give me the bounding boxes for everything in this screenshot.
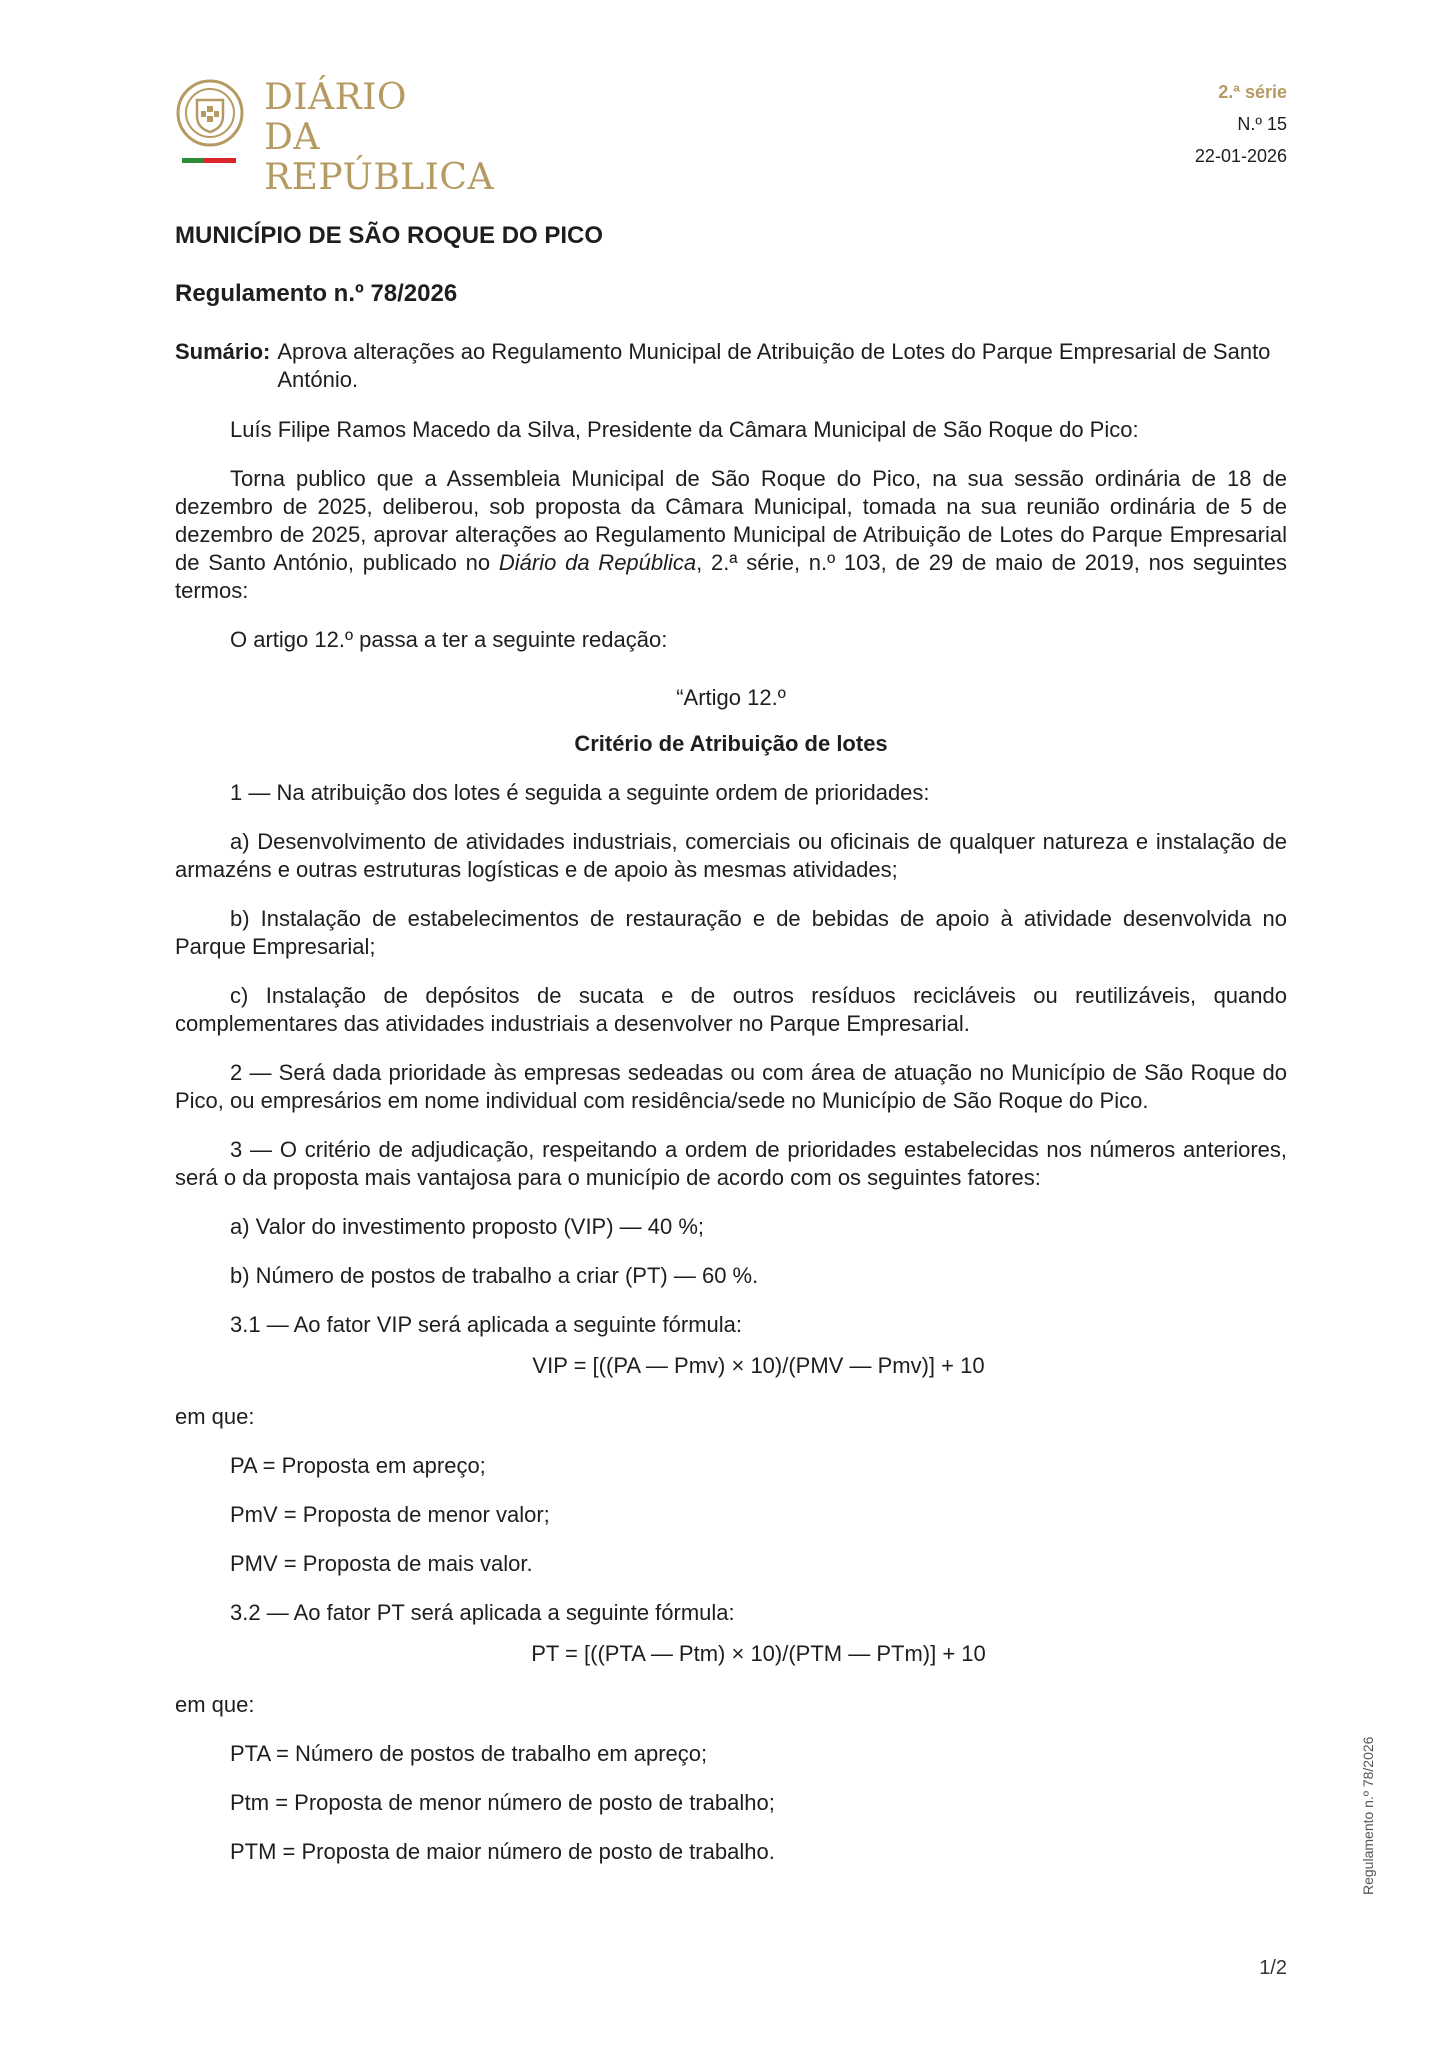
definition-pta: PTA = Número de postos de trabalho em apreço;: [230, 1741, 708, 1766]
item-3b: b) Número de postos de trabalho a criar (PT) — 60 %.: [230, 1263, 759, 1288]
definition-pa: PA = Proposta em apreço;: [230, 1453, 486, 1478]
logo-line-2: DA REPÚBLICA: [264, 117, 494, 198]
article-heading: Critério de Atribuição de lotes: [574, 731, 888, 756]
summary-text: Aprova alterações ao Regulamento Municipal de Atribuição de Lotes do Parque Empresarial de Santo António.: [277, 339, 1271, 392]
summary: [175, 338, 1287, 394]
issue-meta: [1195, 76, 1287, 172]
item-1b: b) Instalação de estabelecimentos de restauração e de bebidas de apoio à atividade desenvolvida no Parque Empresarial;: [175, 906, 1287, 959]
item-3a: a) Valor do investimento proposto (VIP) — 40 %;: [230, 1214, 705, 1239]
em-que-1: em que:: [175, 1404, 255, 1429]
p1-text-a: Torna publico que a Assembleia Municipal de São Roque do Pico, na sua sessão ordinária de 18 de dezembro de 2025, deliberou, sob proposta da Câmara Municipal, tomada na sua reunião ordinária de 5 de dezembro de 2025, aprovar alterações ao Regulamento Municipal de Atribuição de Lotes do Parque Empresarial de Santo António, publicado no: [175, 466, 1287, 575]
logo-line-1: DIÁRIO: [264, 77, 407, 118]
item-1c: c) Instalação de depósitos de sucata e de outros resíduos recicláveis ou reutilizáveis, quando complementares das atividades industriais a desenvolver no Parque Empresarial.: [175, 983, 1287, 1036]
diario-da-republica-logo: [175, 74, 555, 198]
intro-paragraph: Luís Filipe Ramos Macedo da Silva, Presidente da Câmara Municipal de São Roque do Pico:: [230, 417, 1139, 442]
flag-stripe: [182, 158, 236, 163]
formula-vip: VIP = [((PA — Pmv) × 10)/(PMV — Pmv)] + 10: [532, 1353, 985, 1378]
organization-title: MUNICÍPIO DE SÃO ROQUE DO PICO: [175, 222, 604, 249]
article-title: “Artigo 12.º: [676, 685, 786, 710]
definition-pmv-low: PmV = Proposta de menor valor;: [230, 1502, 550, 1527]
coat-of-arms-icon: [175, 78, 245, 148]
definition-ptm-high: PTM = Proposta de maior número de posto de trabalho.: [230, 1839, 775, 1864]
definition-pmv-high: PMV = Proposta de mais valor.: [230, 1551, 533, 1576]
item-1a: a) Desenvolvimento de atividades industriais, comerciais ou oficinais de qualquer natureza e instalação de armazéns e outras estruturas logísticas e de apoio às mesmas atividades;: [175, 829, 1287, 882]
regulation-number: Regulamento n.º 78/2026: [175, 280, 458, 307]
item-3-2: 3.2 — Ao fator PT será aplicada a seguinte fórmula:: [230, 1600, 735, 1625]
item-1: 1 — Na atribuição dos lotes é seguida a seguinte ordem de prioridades:: [230, 780, 930, 805]
issue-number: N.º 15: [1237, 114, 1287, 134]
definition-ptm-low: Ptm = Proposta de menor número de posto de trabalho;: [230, 1790, 775, 1815]
issue-date: 22-01-2026: [1194, 146, 1287, 166]
issue-series: 2.ª série: [1218, 82, 1287, 102]
em-que-2: em que:: [175, 1692, 255, 1717]
summary-label: Sumário:: [175, 339, 271, 364]
item-2: 2 — Será dada prioridade às empresas sedeadas ou com área de atuação no Município de São Roque do Pico, ou empresários em nome individual com residência/sede no Município de São Roque do Pico.: [175, 1060, 1287, 1113]
side-label: Regulamento n.º 78/2026: [1360, 1736, 1376, 1895]
item-3-1: 3.1 — Ao fator VIP será aplicada a seguinte fórmula:: [230, 1312, 743, 1337]
item-3: 3 — O critério de adjudicação, respeitando a ordem de prioridades estabelecidas nos números anteriores, será o da proposta mais vantajosa para o município de acordo com os seguintes fatores:: [175, 1137, 1287, 1190]
paragraph-redacao: O artigo 12.º passa a ter a seguinte redação:: [230, 627, 668, 652]
document-body: [175, 222, 1287, 1887]
page-number: 1/2: [1259, 1957, 1287, 1979]
p1-text-italic: Diário da República: [498, 550, 697, 575]
logo-title: [264, 78, 555, 198]
p1-text-b: , 2.ª série, n.º 103, de 29 de maio de 2019, nos seguintes termos:: [175, 550, 1288, 603]
paragraph-announcement: [175, 465, 1287, 605]
formula-pt: PT = [((PTA — Ptm) × 10)/(PTM — PTm)] + 10: [531, 1641, 986, 1666]
